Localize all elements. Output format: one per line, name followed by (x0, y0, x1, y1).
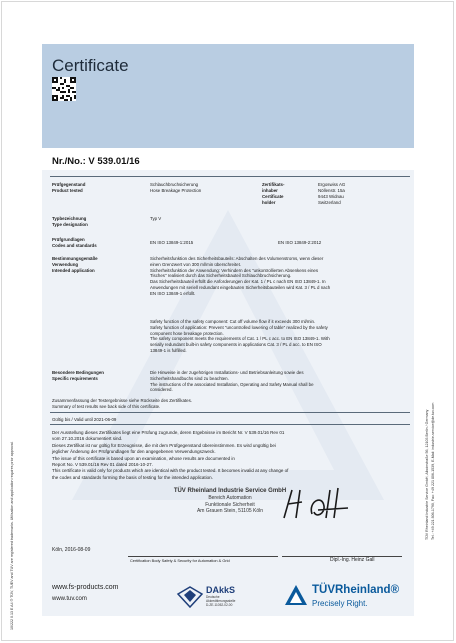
signature-icon (278, 484, 358, 524)
intended-label-de: Bestimmungsgemäße (52, 256, 98, 261)
place-date: Köln, 2016-08-09 (52, 547, 91, 553)
product-value-de: Schlauchbruchsicherung (150, 182, 199, 187)
certificate-number: Nr./No.: V 539.01/16 (52, 156, 140, 167)
side-note-right-2: Tel.: +49 221 806-1790, Fax: +49 221 806-1539, E-Mail: industrie-service@de.tuv.com (431, 402, 435, 540)
codes-value-1: EN ISO 13849-1:2015 (150, 240, 194, 245)
text-line: considered. (150, 387, 173, 393)
intended-label-en: Intended application (52, 268, 95, 273)
text-line: Die Hinweise in der zugehörigen Installations- und Betriebsanleitung sowie des (150, 370, 304, 375)
text-line: jeglicher Änderung der Prüfgrundlagen für den angegebenen Verwendungszweck. (52, 449, 216, 455)
special-text (150, 370, 410, 393)
text-line: Sicherheitsfunktion des Sicherheitsbauteils: Abschalten des Volumenstroms, wenn dieser (150, 256, 324, 261)
dakks-emblem-icon (176, 586, 204, 608)
type-label-de: Typbezeichnung (52, 216, 87, 221)
holder-street: Nöllenstr. 15a (318, 188, 345, 193)
codes-label-en: Codes and standards (52, 243, 97, 248)
summary-de: Zusammenfassung der Testergebnisse siehe Rückseite des Zertifikates. (52, 398, 192, 403)
holder-country: Switzerland (318, 200, 341, 205)
text-line: Anwendungen mit seriell redundant eingebauten Sicherheitsbauteilen wird Kat. 3 / PL d nach (150, 284, 331, 290)
divider (50, 176, 410, 177)
text-line: Report No. V 539.01/16 Rev 01 dated 2016-10-27. (52, 462, 153, 468)
text-line: Der Ausstellung dieses Zertifikates liegt eine Prüfung zugrunde, deren Ergebnisse im Bericht Nr. V 539.01/16 Rev 01 (52, 430, 285, 435)
text-line: Sicherheitshandbuchs sind zu beachten. (150, 375, 229, 381)
stamp-division: Bereich Automation (208, 494, 252, 501)
dakks-subtitle (206, 596, 235, 607)
dakks-sub-line: Akkreditierungsstelle (206, 598, 236, 603)
text-line: Safety function of application: Prevent "uncontrolled lowering of table" realized by the safety (150, 324, 328, 330)
text-line: Das Sicherheitsbauteil erfüllt die Anforderungen der Kat. 1 / PL c nach EN ISO 13849-1. In (150, 279, 326, 285)
tuv-tagline: Precisely Right. (312, 599, 368, 608)
holder-label-de: Zertifikats- (262, 182, 285, 187)
product-label-en: Product tested (52, 188, 83, 193)
intended-text-en (150, 319, 410, 354)
text-line: The safety component meets the requirements of Cat. 1 / PL c acc. to EN ISO 13849-1. With (150, 336, 330, 342)
text-line: EN ISO 13849-1 erfüllt. (150, 290, 196, 296)
text-line: component hose breakage protection. (150, 330, 224, 336)
dakks-logo (176, 582, 256, 612)
text-line: The issue of this certificate is based upon an examination, whose results are documented in (52, 455, 235, 461)
holder-label-de-2: inhaber (262, 188, 278, 193)
side-note-left: 10/222 0.13 E A4 ® TÜV, TUEV and TUV are registered trademarks. Utilisation and application requires prior approval. (10, 441, 14, 630)
tuv-name: TÜVRheinland® (312, 584, 400, 596)
product-value-en: Hose Breakage Protection (150, 188, 202, 193)
text-line: The instructions of the associated Installation, Operating and Safety Manual shall be (150, 381, 314, 387)
type-value: Typ V (150, 216, 162, 221)
text-line: serially redundant built-in safety components in applications Cat. 3 / PL d acc. to EN ISO (150, 342, 322, 348)
text-line: Safety function of the safety component: Cut off volume flow if it exceeds 300 ml/min. (150, 319, 316, 324)
special-label-de: Besondere Bedingungen (52, 370, 104, 375)
divider (50, 412, 410, 413)
product-label-de: Prüfgegenstand (52, 182, 86, 187)
type-label-en: Type designation (52, 222, 88, 227)
text-line: vom 27.10.2016 dokumentiert sind. (52, 436, 123, 442)
holder-name: Ergoswiss AG (318, 182, 346, 187)
text-line: Sicherheitsfunktion der Anwendung: Verhindern des "unkontrollierten Absenkens eines (150, 267, 319, 273)
dakks-sub-line: D-ZE-11052-02-00 (206, 602, 233, 607)
dakks-name: DAkkS (206, 585, 236, 595)
tuv-triangle-icon (284, 584, 308, 606)
text-line: Dieses Zertifikat ist nur gültig für Erzeugnisse, die mit dem Prüfgegenstand übereinstimmen. Es wird ungültig bei (52, 442, 276, 448)
tuv-rheinland-logo (284, 580, 424, 616)
text-line: 13849-1 is fulfilled. (150, 347, 187, 353)
text-line: einen Grenzwert von 300 ml/min überschreitet. (150, 261, 242, 267)
website-tuv[interactable]: www.tuv.com (52, 596, 87, 602)
intended-label-de-2: Verwendung (52, 262, 79, 267)
stamp-company: TÜV Rheinland Industrie Service GmbH (173, 488, 287, 494)
text-line: the codes and standards forming the basis of testing for the intended application. (52, 474, 213, 480)
side-note-right-1: TÜV Rheinland Industrie Service GmbH, Alboinstraße 56, 12103 Berlin / Germany (425, 409, 429, 540)
special-label-en: Specific requirements (52, 376, 98, 381)
signatory-name: Dipl.-Ing. Heinz Gall (330, 557, 375, 563)
valid-until: Gültig bis / Valid until 2021-06-09 (52, 417, 117, 422)
text-line: Tisches" realisiert durch das Sicherheitsbauteil Schlauchbruchsicherung. (150, 273, 292, 279)
dakks-sub-line: Deutsche (206, 595, 220, 599)
divider (50, 424, 410, 425)
website-fs-products[interactable]: www.fs-products.com (52, 584, 119, 591)
stamp-department: Funktionale Sicherheit (205, 501, 255, 508)
codes-label-de: Prüfgrundlagen (52, 237, 85, 242)
qr-code-icon (52, 77, 76, 101)
holder-city: 9443 Widnau (318, 194, 344, 199)
intended-text-de (150, 256, 410, 297)
caption-line (128, 556, 278, 557)
summary-en: Summary of test results see back side of this certificate. (52, 404, 161, 409)
holder-label-en: Certificate (262, 194, 284, 199)
codes-value-2: EN ISO 13849-2:2012 (278, 240, 322, 245)
stamp-address: Am Grauen Stein, 51105 Köln (196, 508, 264, 515)
certificate-title: Certificate (52, 56, 129, 75)
certification-body: Certification Body Safety & Security for Automation & Grid (130, 558, 230, 563)
statement-text (52, 430, 412, 481)
text-line: This certificate is valid only for products which are identical with the product tested. It becomes invalid at any change of (52, 468, 289, 474)
holder-label-en-2: holder (262, 200, 276, 205)
header-band (42, 44, 414, 148)
